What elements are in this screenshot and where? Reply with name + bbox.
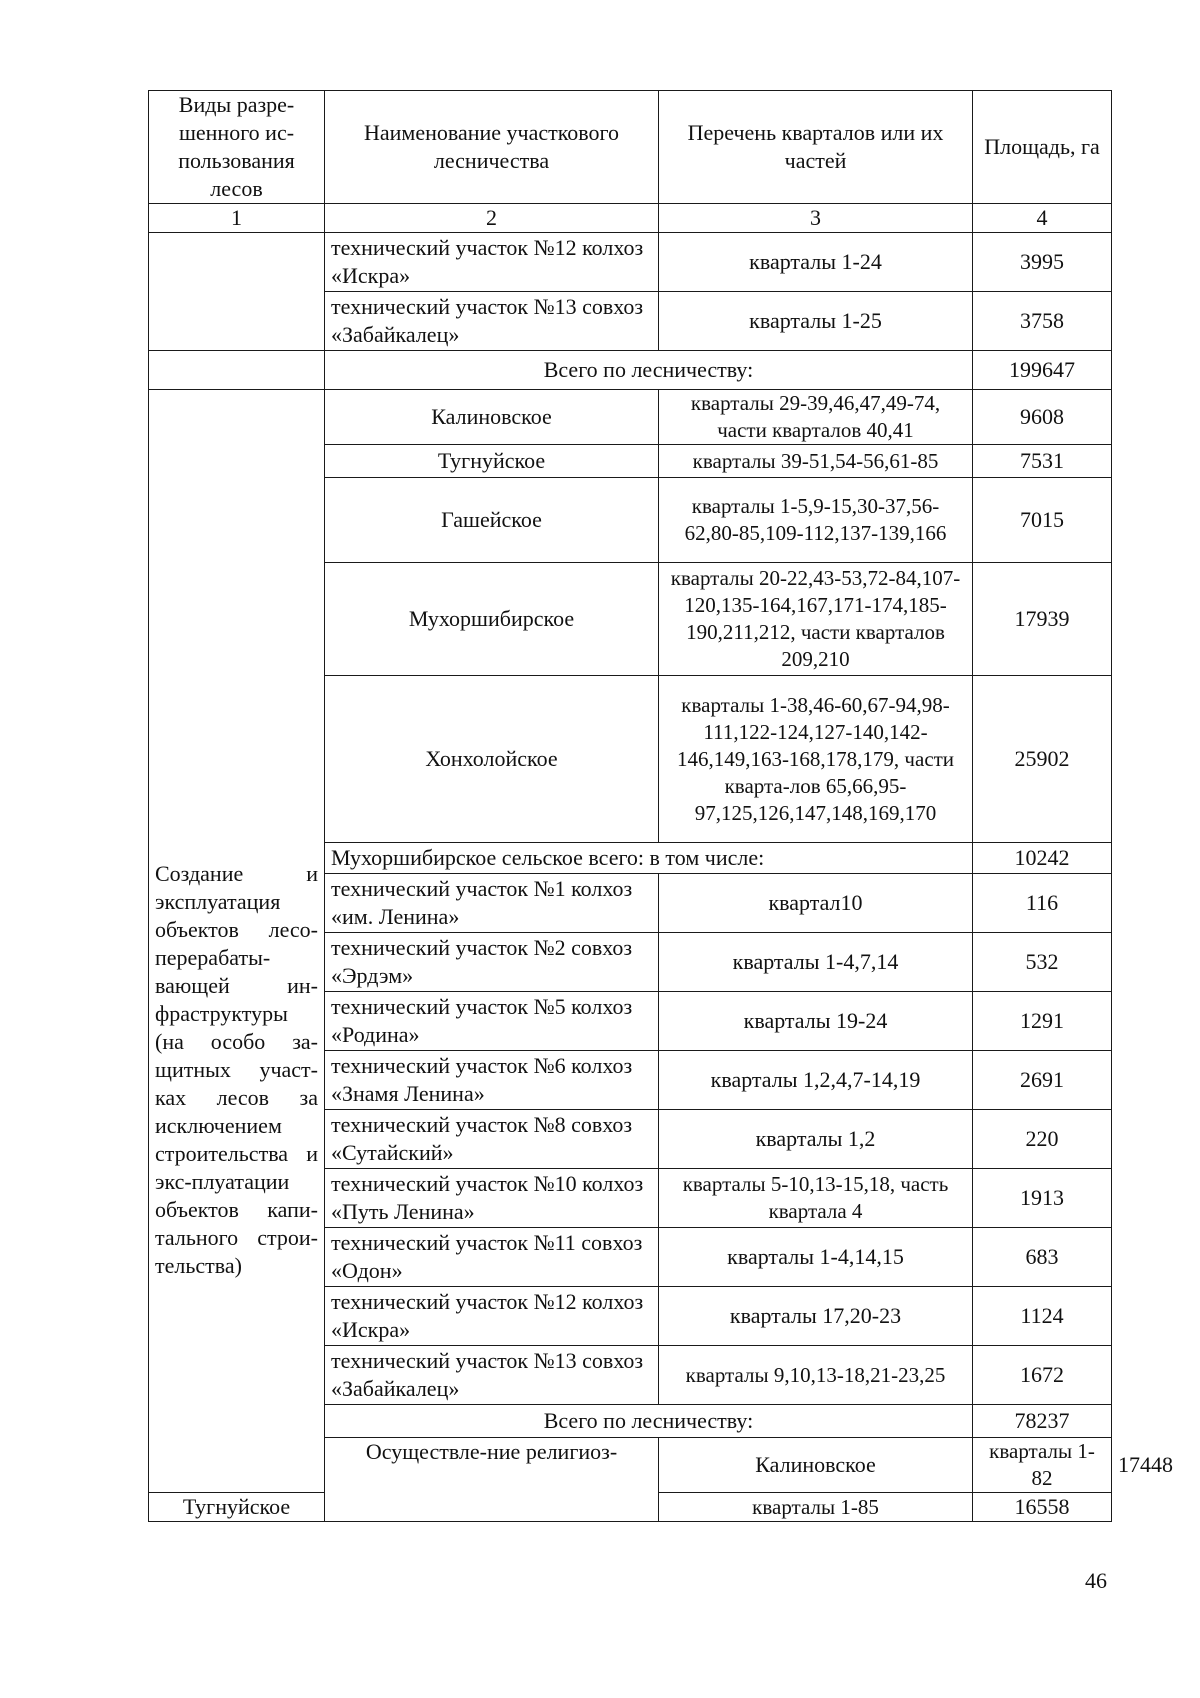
- quarters-cell: кварталы 9,10,13-18,21-23,25: [659, 1346, 973, 1405]
- area-cell: 2691: [973, 1051, 1112, 1110]
- area-cell: 1124: [973, 1287, 1112, 1346]
- area-cell: 116: [973, 874, 1112, 933]
- forestry-name-cell: технический участок №13 совхоз «Забайкалец»: [325, 292, 659, 351]
- column-number: 3: [659, 204, 973, 233]
- forestry-name-cell: технический участок №8 совхоз «Сутайский»: [325, 1110, 659, 1169]
- area-cell: 17939: [973, 563, 1112, 676]
- total-value: 199647: [973, 351, 1112, 390]
- total-label: Всего по лесничеству:: [325, 351, 973, 390]
- forestry-name-cell: Тугнуйское: [149, 1493, 325, 1522]
- column-number-row: [149, 204, 1112, 233]
- quarters-cell: кварталы 17,20-23: [659, 1287, 973, 1346]
- quarters-cell: кварталы 1-25: [659, 292, 973, 351]
- area-cell: 7531: [973, 445, 1112, 478]
- forestry-name-cell: технический участок №1 колхоз «им. Ленина»: [325, 874, 659, 933]
- use-type-label: Создание и эксплуатация объектов лесо-перерабаты-вающей ин-фраструктуры (на особо за-щитных участ-ках лесов за исключением строительства и экс-плуатации объектов капи-тального строи-тельства): [155, 861, 318, 1278]
- table-row: [149, 233, 1112, 292]
- area-cell: 532: [973, 933, 1112, 992]
- forestry-name-cell: Хонхолойское: [325, 676, 659, 843]
- header-quarters-list: Перечень кварталов или их частей: [659, 91, 973, 204]
- quarters-cell: кварталы 20-22,43-53,72-84,107-120,135-164,167,171-174,185-190,211,212, части кварталов 209,210: [659, 563, 973, 676]
- forestry-name-cell: технический участок №11 совхоз «Одон»: [325, 1228, 659, 1287]
- forestry-name-cell: Калиновское: [659, 1438, 973, 1493]
- total-label: Всего по лесничеству:: [325, 1405, 973, 1438]
- quarters-cell: квартал10: [659, 874, 973, 933]
- header-area: Площадь, га: [973, 91, 1112, 204]
- total-row: [149, 351, 1112, 390]
- area-cell: 3995: [973, 233, 1112, 292]
- area-cell: 1913: [973, 1169, 1112, 1228]
- forestry-name-cell: Калиновское: [325, 390, 659, 445]
- area-cell: 220: [973, 1110, 1112, 1169]
- quarters-cell: кварталы 39-51,54-56,61-85: [659, 445, 973, 478]
- subtotal-label: Мухоршибирское сельское всего: в том числе:: [325, 843, 973, 874]
- column-number: 2: [325, 204, 659, 233]
- forestry-name-cell: технический участок №13 совхоз «Забайкалец»: [325, 1346, 659, 1405]
- table-row: [149, 390, 1112, 445]
- forestry-name-cell: технический участок №2 совхоз «Эрдэм»: [325, 933, 659, 992]
- area-cell: 1291: [973, 992, 1112, 1051]
- column-number: 4: [973, 204, 1112, 233]
- column-number: 1: [149, 204, 325, 233]
- area-cell: 25902: [973, 676, 1112, 843]
- area-cell: 683: [973, 1228, 1112, 1287]
- forestry-name-cell: технический участок №6 колхоз «Знамя Ленина»: [325, 1051, 659, 1110]
- forestry-name-cell: Мухоршибирское: [325, 563, 659, 676]
- use-type-cell-empty: [149, 351, 325, 390]
- forestry-name-cell: технический участок №10 колхоз «Путь Ленина»: [325, 1169, 659, 1228]
- quarters-cell: кварталы 1,2: [659, 1110, 973, 1169]
- quarters-cell: кварталы 29-39,46,47,49-74, части кварталов 40,41: [659, 390, 973, 445]
- header-forestry-name: Наименование участкового лесничества: [325, 91, 659, 204]
- quarters-cell: кварталы 1-5,9-15,30-37,56-62,80-85,109-112,137-139,166: [659, 478, 973, 563]
- quarters-cell: кварталы 1-24: [659, 233, 973, 292]
- quarters-cell: кварталы 1-85: [659, 1493, 973, 1522]
- table-header-row: [149, 91, 1112, 204]
- area-cell: 9608: [973, 390, 1112, 445]
- subtotal-value: 10242: [973, 843, 1112, 874]
- quarters-cell: кварталы 19-24: [659, 992, 973, 1051]
- area-cell: 7015: [973, 478, 1112, 563]
- page-number: 46: [1085, 1568, 1107, 1593]
- quarters-cell: кварталы 1-4,14,15: [659, 1228, 973, 1287]
- use-type-cell-empty: [149, 233, 325, 351]
- forestry-name-cell: технический участок №12 колхоз «Искра»: [325, 233, 659, 292]
- quarters-cell: кварталы 1-82: [973, 1438, 1112, 1493]
- area-cell: 1672: [973, 1346, 1112, 1405]
- total-value: 78237: [973, 1405, 1112, 1438]
- quarters-cell: кварталы 1-38,46-60,67-94,98-111,122-124,127-140,142-146,149,163-168,178,179, части кварта-лов 65,66,95-97,125,126,147,148,169,170: [659, 676, 973, 843]
- table-row: Осуществле-ние религиоз- Калиновское кварталы 1-82 17448: [149, 1438, 1112, 1493]
- forestry-name-cell: технический участок №5 колхоз «Родина»: [325, 992, 659, 1051]
- header-use-type: Виды разре-шенного ис-пользования лесов: [149, 91, 325, 204]
- forestry-name-cell: Тугнуйское: [325, 445, 659, 478]
- use-type-label: Осуществле-ние религиоз-: [365, 1439, 618, 1464]
- quarters-cell: кварталы 5-10,13-15,18, часть квартала 4: [659, 1169, 973, 1228]
- forest-use-table: [148, 90, 1173, 1522]
- area-cell: 3758: [973, 292, 1112, 351]
- use-type-cell: [325, 1438, 659, 1522]
- area-cell: 16558: [973, 1493, 1112, 1522]
- quarters-cell: кварталы 1-4,7,14: [659, 933, 973, 992]
- use-type-cell: [149, 390, 325, 1493]
- forestry-name-cell: технический участок №12 колхоз «Искра»: [325, 1287, 659, 1346]
- quarters-cell: кварталы 1,2,4,7-14,19: [659, 1051, 973, 1110]
- forestry-name-cell: Гашейское: [325, 478, 659, 563]
